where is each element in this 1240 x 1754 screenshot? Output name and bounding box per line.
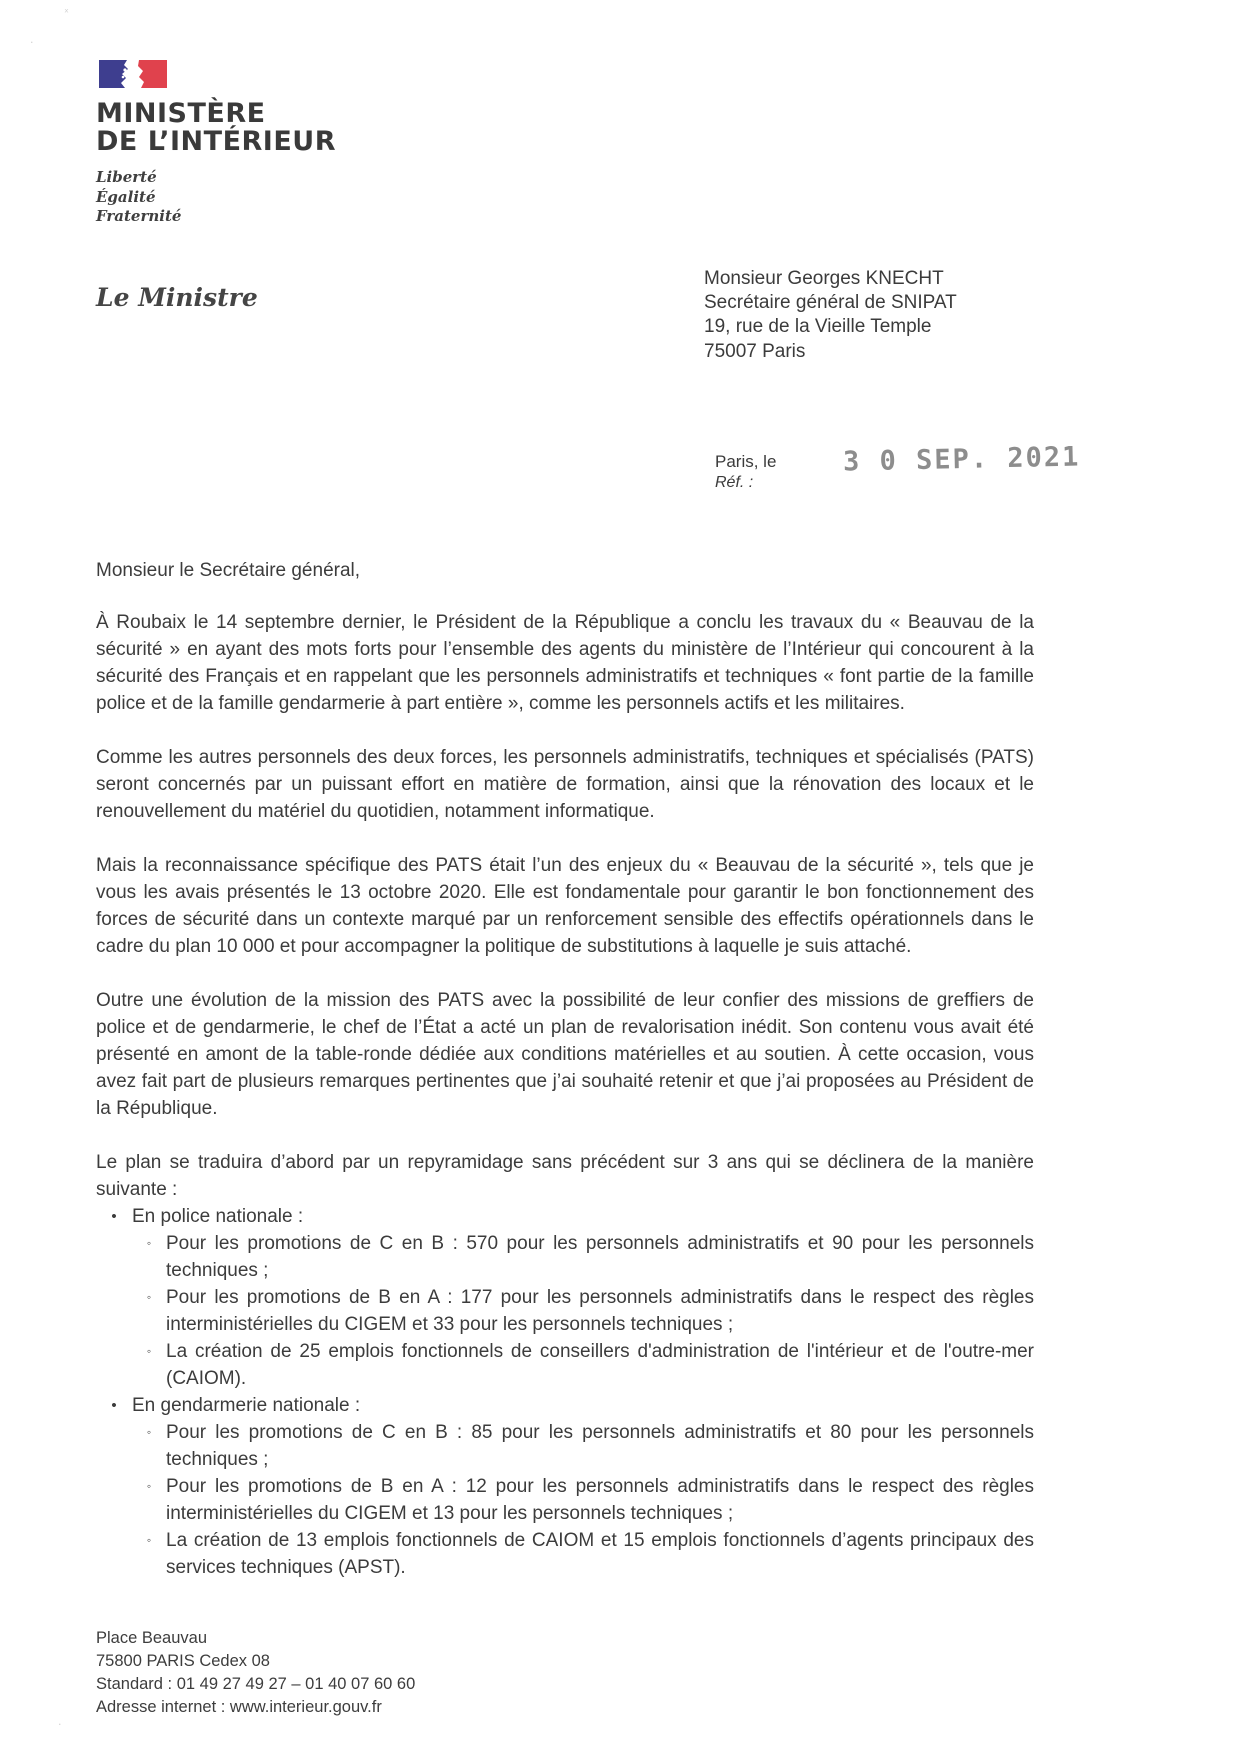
scan-artifact: ·	[30, 36, 34, 49]
footer-address-line2: 75800 PARIS Cedex 08	[96, 1651, 270, 1670]
list-subitem-text: Pour les promotions de B en A : 12 pour les personnels administratifs dans le respect des règles interministérielles du CIGEM et 13 pour les personnels techniques ;	[166, 1475, 1034, 1524]
bullet-icon: •	[111, 1207, 117, 1225]
ministry-name-line2: DE L’INTÉRIEUR	[96, 126, 337, 158]
footer-website: Adresse internet : www.interieur.gouv.fr	[96, 1697, 382, 1716]
intro-row	[96, 267, 1034, 364]
circle-bullet-icon: ◦	[146, 1235, 152, 1250]
recipient-name: Monsieur Georges KNECHT	[704, 267, 944, 289]
place-label: Paris, le	[715, 451, 777, 471]
republic-motto	[96, 168, 1034, 227]
plan-list	[96, 1203, 1034, 1581]
circle-bullet-icon: ◦	[146, 1478, 152, 1493]
logo-detail	[123, 68, 126, 71]
motto-fraternite: Fraternité	[96, 207, 182, 226]
date-stamp: 3 0 SEP. 2021	[842, 441, 1081, 478]
list-subitem	[132, 1338, 1034, 1392]
dateline	[715, 441, 1081, 508]
list-subitem	[132, 1527, 1034, 1581]
recipient-city: 75007 Paris	[704, 340, 806, 362]
scan-artifact: ·	[58, 1718, 62, 1731]
list-item-police	[96, 1203, 1034, 1392]
circle-bullet-icon: ◦	[146, 1343, 152, 1358]
logo-blue-shape	[99, 60, 128, 88]
list-subitem	[132, 1284, 1034, 1338]
paragraph: Comme les autres personnels des deux forces, les personnels administratifs, techniques et spécialisés (PATS) seront concernés par un puissant effort en matière de formation, ainsi que la rénovation des locaux et le renouvellement du matériel du quotidien, notamment informatique.	[96, 746, 1034, 822]
reference-label: Réf. :	[715, 473, 754, 491]
logo-red-shape	[138, 60, 167, 88]
ministry-name-line1: MINISTÈRE	[96, 98, 266, 129]
list-subitem-text: Pour les promotions de B en A : 177 pour les personnels administratifs dans le respect des règles interministérielles du CIGEM et 33 pour les personnels techniques ;	[166, 1286, 1034, 1335]
list-item-label: En police nationale :	[132, 1205, 304, 1227]
motto-egalite: Égalité	[96, 187, 156, 206]
plan-intro: Le plan se traduira d’abord par un repyramidage sans précédent sur 3 ans qui se déclinera de la manière suivante :	[96, 1151, 1034, 1200]
letter-body	[96, 560, 1034, 1581]
circle-bullet-icon: ◦	[146, 1424, 152, 1439]
paragraph: À Roubaix le 14 septembre dernier, le Président de la République a conclu les travaux du « Beauvau de la sécurité » en ayant des mots forts pour l’ensemble des agents du ministère de l’Intérieur qui concourent à la sécurité des Français et en rappelant que les personnels administratifs et techniques « font partie de la famille police et de la famille gendarmerie à part entière », comme les personnels actifs et les militaires.	[96, 611, 1034, 714]
list-subitem	[132, 1230, 1034, 1284]
letter-footer	[96, 1627, 1034, 1719]
paragraph: Mais la reconnaissance spécifique des PATS était l’un des enjeux du « Beauvau de la sécurité », tels que je vous les avais présentés le 13 octobre 2020. Elle est fondamentale pour garantir le bon fonctionnement des forces de sécurité dans un contexte marqué par un renforcement sensible des effectifs opérationnels dans le cadre du plan 10 000 et pour accompagner la politique de substitutions à laquelle je suis attaché.	[96, 854, 1034, 957]
footer-address-line1: Place Beauvau	[96, 1628, 207, 1647]
recipient-role: Secrétaire général de SNIPAT	[704, 291, 957, 313]
circle-bullet-icon: ◦	[146, 1532, 152, 1547]
list-subitem-text: La création de 25 emplois fonctionnels de conseillers d'administration de l'intérieur et de l'outre-mer (CAIOM).	[166, 1340, 1034, 1389]
list-item-label: En gendarmerie nationale :	[132, 1394, 361, 1416]
list-subitem	[132, 1419, 1034, 1473]
ministry-name	[96, 100, 1034, 156]
logo-detail	[122, 76, 125, 79]
list-item-gendarmerie	[96, 1392, 1034, 1581]
list-subitem	[132, 1473, 1034, 1527]
salutation: Monsieur le Secrétaire général,	[96, 559, 361, 581]
scan-artifact: ˣ	[64, 6, 69, 19]
french-government-flag-logo	[98, 56, 168, 92]
recipient-address	[704, 267, 1034, 364]
bullet-icon: •	[111, 1396, 117, 1414]
circle-bullet-icon: ◦	[146, 1289, 152, 1304]
letterhead	[96, 56, 1034, 227]
list-subitem-text: La création de 13 emplois fonctionnels de CAIOM et 15 emplois fonctionnels d’agents principaux des services techniques (APST).	[166, 1529, 1034, 1578]
footer-phone: Standard : 01 49 27 49 27 – 01 40 07 60 60	[96, 1674, 416, 1693]
recipient-street: 19, rue de la Vieille Temple	[704, 316, 932, 338]
list-subitem-text: Pour les promotions de C en B : 570 pour les personnels administratifs et 90 pour les personnels techniques ;	[166, 1232, 1034, 1281]
paragraph: Outre une évolution de la mission des PATS avec la possibilité de leur confier des missions de greffiers de police et de gendarmerie, le chef de l’État a acté un plan de revalorisation inédit. Son contenu vous avait été présenté en amont de la table-ronde dédiée aux conditions matérielles et au soutien. À cette occasion, vous avez fait part de plusieurs remarques pertinentes que j’ai souhaité retenir et que j’ai proposées au Président de la République.	[96, 989, 1034, 1119]
motto-liberte: Liberté	[96, 168, 157, 187]
sender-title: Le Ministre	[96, 282, 258, 312]
list-subitem-text: Pour les promotions de C en B : 85 pour les personnels administratifs et 80 pour les personnels techniques ;	[166, 1421, 1034, 1470]
